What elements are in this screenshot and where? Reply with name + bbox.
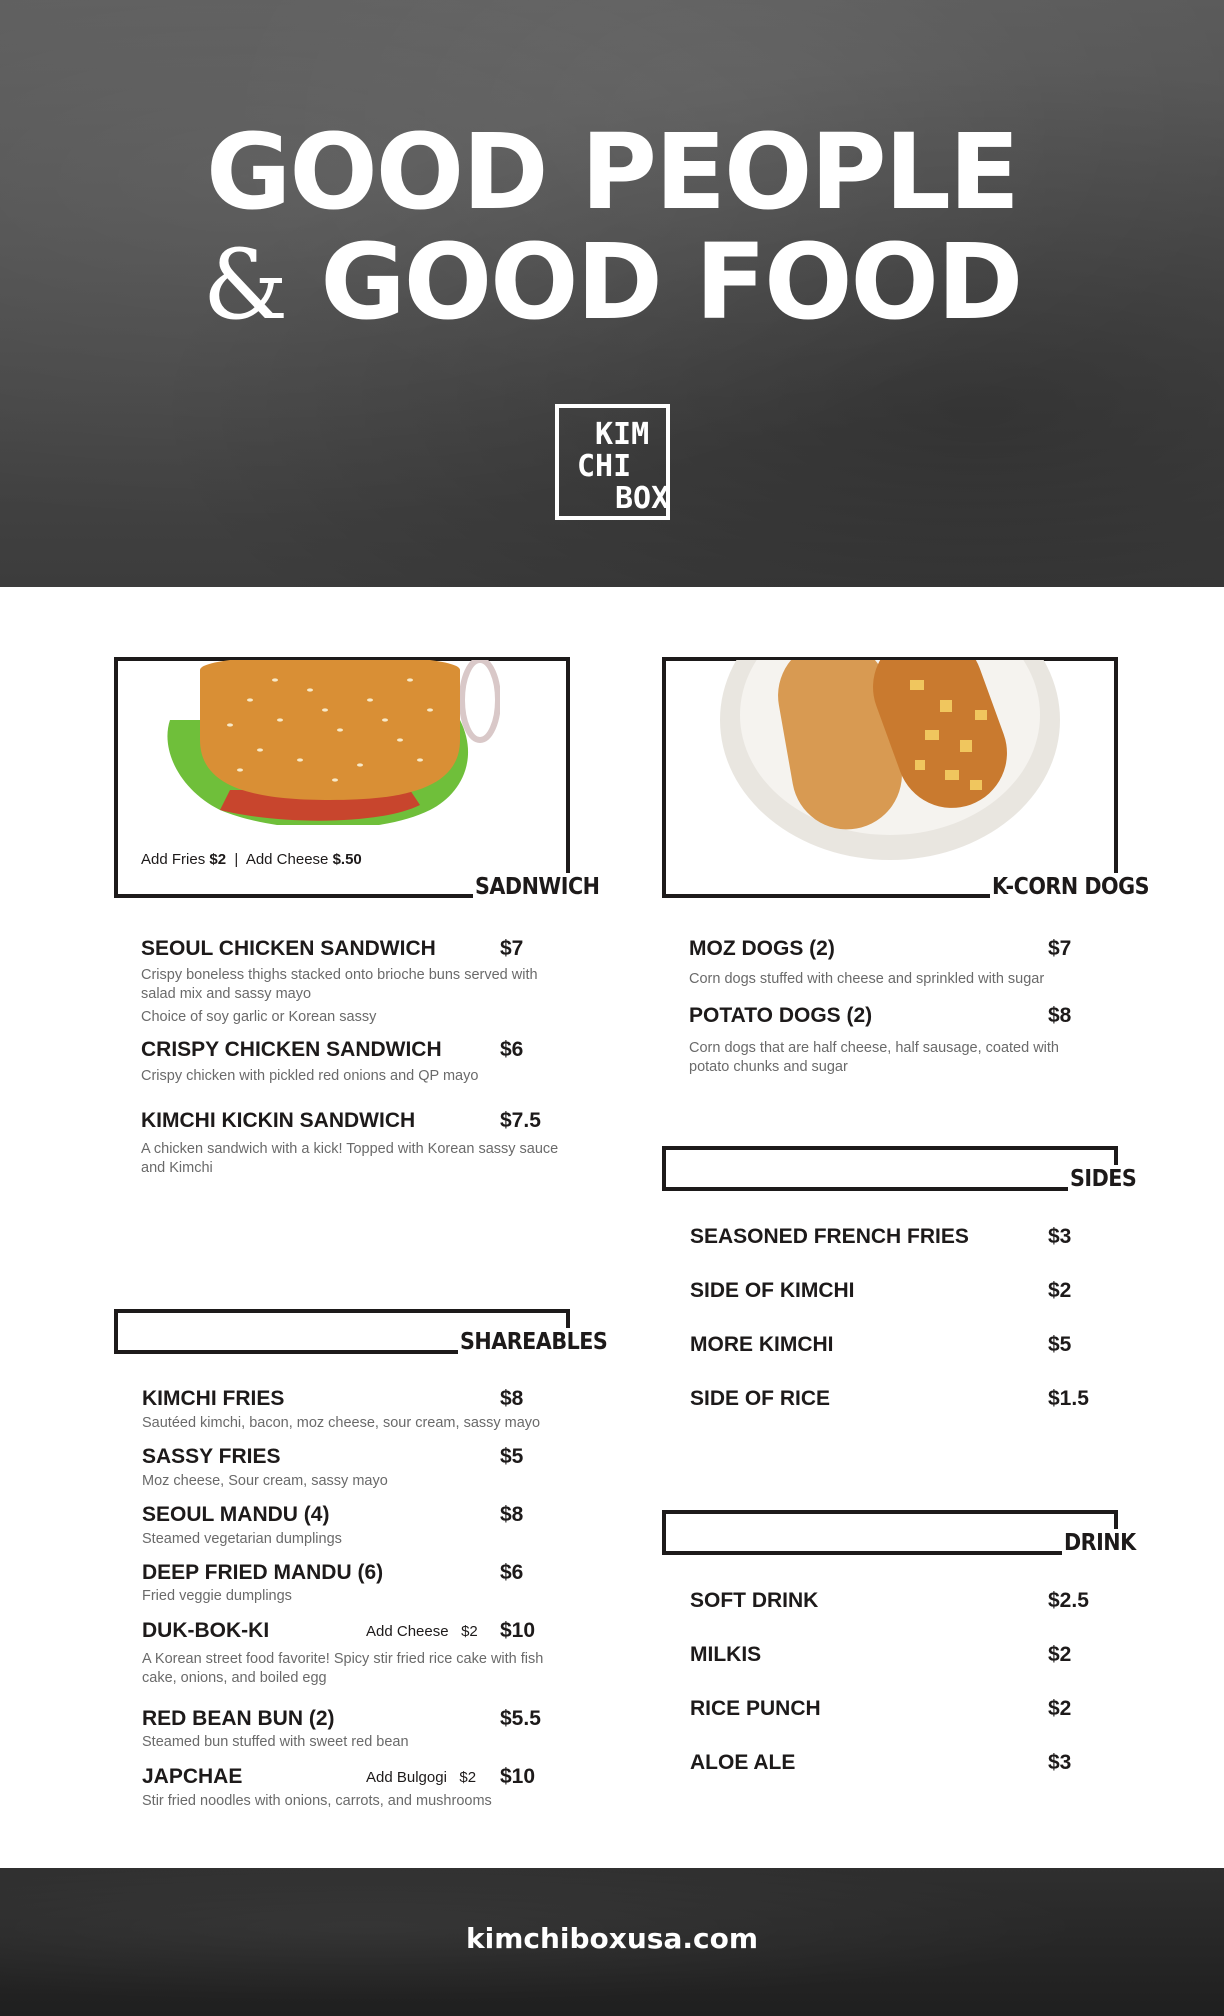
section-title-drink: DRINK <box>1064 1530 1136 1556</box>
drink-frame <box>662 1510 1118 1555</box>
corn-dog-image <box>715 660 1065 860</box>
addon-bulgogi: Add Bulgogi $2 <box>366 1769 477 1786</box>
website-link[interactable]: kimchiboxusa.com <box>465 1922 758 1955</box>
section-title-sides: SIDES <box>1070 1166 1137 1192</box>
sides-frame <box>662 1146 1118 1191</box>
hero-banner <box>0 0 1224 587</box>
burger-image <box>160 660 500 825</box>
addon-cheese: Add Cheese $2 <box>366 1623 478 1640</box>
sandwich-addons: Add Fries $2 | Add Cheese $.50 <box>141 851 362 868</box>
kimchi-box-logo: KIM CHI BOX <box>555 404 670 520</box>
ampersand: & <box>202 229 287 341</box>
section-title-shareables: SHAREABLES <box>460 1329 608 1355</box>
section-title-sandwich: SADNWICH <box>475 874 600 900</box>
footer <box>0 1868 1224 2016</box>
section-title-corn-dogs: K-CORN DOGS <box>992 874 1150 900</box>
headline-line-2: & GOOD FOOD <box>202 221 1022 343</box>
headline-line-1: GOOD PEOPLE <box>206 111 1018 233</box>
